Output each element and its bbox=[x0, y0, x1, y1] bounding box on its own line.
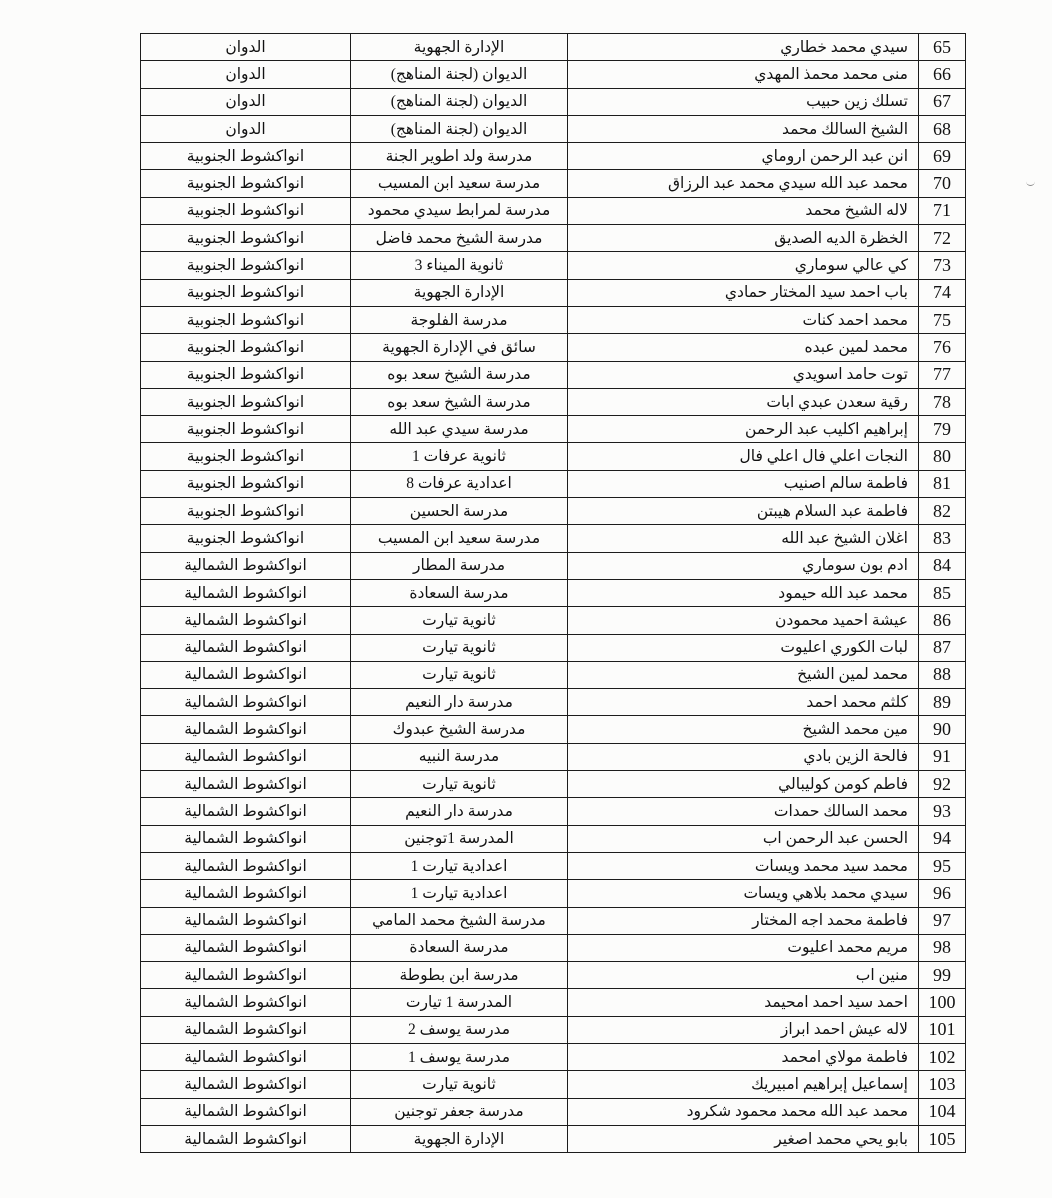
cell-person-name: سيدي محمد بلاهي ويسات bbox=[568, 880, 919, 907]
cell-person-name: فاطمة محمد اجه المختار bbox=[568, 907, 919, 934]
cell-row-number: 87 bbox=[919, 634, 966, 661]
table-row bbox=[141, 498, 966, 525]
cell-workplace: ثانوية تيارت bbox=[351, 607, 568, 634]
cell-region: انواكشوط الشمالية bbox=[141, 989, 351, 1016]
cell-workplace: مدرسة لمرابط سيدي محمود bbox=[351, 197, 568, 224]
cell-region: انواكشوط الشمالية bbox=[141, 771, 351, 798]
table-row bbox=[141, 1125, 966, 1152]
cell-person-name: بابو يحي محمد اصغير bbox=[568, 1125, 919, 1152]
table-row bbox=[141, 197, 966, 224]
table-row bbox=[141, 1071, 966, 1098]
cell-workplace: ثانوية تيارت bbox=[351, 634, 568, 661]
cell-row-number: 96 bbox=[919, 880, 966, 907]
cell-row-number: 65 bbox=[919, 34, 966, 61]
cell-workplace: مدرسة يوسف 1 bbox=[351, 1043, 568, 1070]
cell-person-name: تسلك زين حبيب bbox=[568, 88, 919, 115]
cell-row-number: 84 bbox=[919, 552, 966, 579]
table-row bbox=[141, 743, 966, 770]
cell-row-number: 83 bbox=[919, 525, 966, 552]
table-row bbox=[141, 170, 966, 197]
table-row bbox=[141, 798, 966, 825]
cell-row-number: 104 bbox=[919, 1098, 966, 1125]
cell-workplace: مدرسة سيدي عبد الله bbox=[351, 416, 568, 443]
cell-workplace: المدرسة 1 تيارت bbox=[351, 989, 568, 1016]
table-row bbox=[141, 34, 966, 61]
cell-region: انواكشوط الشمالية bbox=[141, 907, 351, 934]
cell-person-name: احمد سيد احمد امحيمد bbox=[568, 989, 919, 1016]
table-row bbox=[141, 61, 966, 88]
cell-row-number: 81 bbox=[919, 470, 966, 497]
cell-workplace: مدرسة السعادة bbox=[351, 579, 568, 606]
cell-workplace: مدرسة يوسف 2 bbox=[351, 1016, 568, 1043]
table-row bbox=[141, 552, 966, 579]
cell-workplace: ثانوية عرفات 1 bbox=[351, 443, 568, 470]
cell-workplace: مدرسة جعفر توجنين bbox=[351, 1098, 568, 1125]
cell-person-name: الخظرة الديه الصديق bbox=[568, 225, 919, 252]
cell-workplace: ثانوية الميناء 3 bbox=[351, 252, 568, 279]
cell-workplace: الإدارة الجهوية bbox=[351, 34, 568, 61]
cell-row-number: 75 bbox=[919, 306, 966, 333]
table-row bbox=[141, 934, 966, 961]
cell-workplace: مدرسة ولد اطوير الجنة bbox=[351, 143, 568, 170]
table-row bbox=[141, 115, 966, 142]
cell-workplace: مدرسة الشيخ سعد بوه bbox=[351, 361, 568, 388]
cell-region: الدوان bbox=[141, 34, 351, 61]
cell-person-name: كي عالي سوماري bbox=[568, 252, 919, 279]
cell-region: انواكشوط الجنوبية bbox=[141, 361, 351, 388]
table-row bbox=[141, 143, 966, 170]
cell-region: انواكشوط الشمالية bbox=[141, 743, 351, 770]
cell-row-number: 102 bbox=[919, 1043, 966, 1070]
cell-person-name: إسماعيل إبراهيم امبيريك bbox=[568, 1071, 919, 1098]
cell-person-name: باب احمد سيد المختار حمادي bbox=[568, 279, 919, 306]
cell-workplace: مدرسة المطار bbox=[351, 552, 568, 579]
cell-person-name: فالحة الزين بادي bbox=[568, 743, 919, 770]
cell-region: انواكشوط الجنوبية bbox=[141, 334, 351, 361]
cell-row-number: 66 bbox=[919, 61, 966, 88]
cell-region: انواكشوط الجنوبية bbox=[141, 252, 351, 279]
table-row bbox=[141, 225, 966, 252]
cell-person-name: الشيخ السالك محمد bbox=[568, 115, 919, 142]
cell-workplace: الديوان (لجنة المناهج) bbox=[351, 88, 568, 115]
cell-region: انواكشوط الشمالية bbox=[141, 716, 351, 743]
cell-region: انواكشوط الشمالية bbox=[141, 880, 351, 907]
cell-row-number: 82 bbox=[919, 498, 966, 525]
cell-region: انواكشوط الجنوبية bbox=[141, 443, 351, 470]
cell-person-name: مين محمد الشيخ bbox=[568, 716, 919, 743]
cell-workplace: مدرسة دار النعيم bbox=[351, 798, 568, 825]
cell-workplace: مدرسة الشيخ سعد بوه bbox=[351, 388, 568, 415]
scan-mark bbox=[1026, 181, 1035, 186]
table-row bbox=[141, 661, 966, 688]
cell-row-number: 76 bbox=[919, 334, 966, 361]
cell-row-number: 98 bbox=[919, 934, 966, 961]
cell-row-number: 71 bbox=[919, 197, 966, 224]
cell-person-name: محمد لمين عبده bbox=[568, 334, 919, 361]
cell-workplace: مدرسة الشيخ محمد فاضل bbox=[351, 225, 568, 252]
cell-region: انواكشوط الجنوبية bbox=[141, 306, 351, 333]
cell-person-name: لاله الشيخ محمد bbox=[568, 197, 919, 224]
table-row bbox=[141, 88, 966, 115]
cell-workplace: مدرسة ابن بطوطة bbox=[351, 962, 568, 989]
cell-workplace: اعدادية تيارت 1 bbox=[351, 852, 568, 879]
cell-person-name: إبراهيم اكليب عبد الرحمن bbox=[568, 416, 919, 443]
cell-row-number: 78 bbox=[919, 388, 966, 415]
cell-region: انواكشوط الجنوبية bbox=[141, 197, 351, 224]
table-row bbox=[141, 1016, 966, 1043]
cell-row-number: 86 bbox=[919, 607, 966, 634]
cell-row-number: 100 bbox=[919, 989, 966, 1016]
cell-row-number: 93 bbox=[919, 798, 966, 825]
cell-person-name: كلثم محمد احمد bbox=[568, 689, 919, 716]
cell-workplace: الديوان (لجنة المناهج) bbox=[351, 115, 568, 142]
cell-region: انواكشوط الشمالية bbox=[141, 852, 351, 879]
table-row bbox=[141, 279, 966, 306]
cell-row-number: 99 bbox=[919, 962, 966, 989]
cell-region: انواكشوط الشمالية bbox=[141, 579, 351, 606]
cell-workplace: الديوان (لجنة المناهج) bbox=[351, 61, 568, 88]
cell-workplace: ثانوية تيارت bbox=[351, 661, 568, 688]
cell-row-number: 91 bbox=[919, 743, 966, 770]
table-row bbox=[141, 716, 966, 743]
cell-workplace: مدرسة الشيخ عبدوك bbox=[351, 716, 568, 743]
cell-person-name: محمد السالك حمدات bbox=[568, 798, 919, 825]
table-body bbox=[141, 34, 966, 1153]
cell-region: الدوان bbox=[141, 88, 351, 115]
cell-region: انواكشوط الشمالية bbox=[141, 634, 351, 661]
cell-person-name: انن عبد الرحمن اروماي bbox=[568, 143, 919, 170]
cell-workplace: مدرسة دار النعيم bbox=[351, 689, 568, 716]
cell-row-number: 74 bbox=[919, 279, 966, 306]
table-row bbox=[141, 852, 966, 879]
cell-region: انواكشوط الشمالية bbox=[141, 1125, 351, 1152]
cell-region: انواكشوط الجنوبية bbox=[141, 279, 351, 306]
cell-row-number: 70 bbox=[919, 170, 966, 197]
cell-person-name: ادم بون سوماري bbox=[568, 552, 919, 579]
cell-row-number: 88 bbox=[919, 661, 966, 688]
table-row bbox=[141, 388, 966, 415]
cell-region: انواكشوط الجنوبية bbox=[141, 525, 351, 552]
cell-region: انواكشوط الشمالية bbox=[141, 661, 351, 688]
table-row bbox=[141, 989, 966, 1016]
cell-region: انواكشوط الشمالية bbox=[141, 962, 351, 989]
cell-person-name: لبات الكوري اعليوت bbox=[568, 634, 919, 661]
table-row bbox=[141, 880, 966, 907]
cell-workplace: المدرسة 1توجنين bbox=[351, 825, 568, 852]
table-row bbox=[141, 443, 966, 470]
cell-person-name: فاطمة عبد السلام هيبتن bbox=[568, 498, 919, 525]
cell-person-name: محمد عبد الله محمد محمود شكرود bbox=[568, 1098, 919, 1125]
cell-row-number: 105 bbox=[919, 1125, 966, 1152]
cell-workplace: ثانوية تيارت bbox=[351, 771, 568, 798]
cell-person-name: منين اب bbox=[568, 962, 919, 989]
cell-workplace: مدرسة سعيد ابن المسيب bbox=[351, 525, 568, 552]
cell-region: الدوان bbox=[141, 61, 351, 88]
cell-person-name: الحسن عبد الرحمن اب bbox=[568, 825, 919, 852]
cell-person-name: فاطمة مولاي امحمد bbox=[568, 1043, 919, 1070]
cell-row-number: 97 bbox=[919, 907, 966, 934]
cell-person-name: فاطمة سالم اصنيب bbox=[568, 470, 919, 497]
cell-workplace: اعدادية عرفات 8 bbox=[351, 470, 568, 497]
table-row bbox=[141, 361, 966, 388]
cell-person-name: النجات اعلي فال اعلي فال bbox=[568, 443, 919, 470]
table-row bbox=[141, 252, 966, 279]
table-row bbox=[141, 962, 966, 989]
cell-row-number: 68 bbox=[919, 115, 966, 142]
cell-region: انواكشوط الشمالية bbox=[141, 1071, 351, 1098]
cell-region: انواكشوط الشمالية bbox=[141, 1098, 351, 1125]
cell-row-number: 72 bbox=[919, 225, 966, 252]
cell-workplace: مدرسة الحسين bbox=[351, 498, 568, 525]
cell-region: انواكشوط الجنوبية bbox=[141, 388, 351, 415]
cell-region: انواكشوط الجنوبية bbox=[141, 498, 351, 525]
cell-region: انواكشوط الشمالية bbox=[141, 689, 351, 716]
cell-workplace: اعدادية تيارت 1 bbox=[351, 880, 568, 907]
cell-row-number: 94 bbox=[919, 825, 966, 852]
table-row bbox=[141, 1098, 966, 1125]
cell-region: انواكشوط الجنوبية bbox=[141, 170, 351, 197]
cell-row-number: 103 bbox=[919, 1071, 966, 1098]
table-row bbox=[141, 689, 966, 716]
cell-region: انواكشوط الجنوبية bbox=[141, 416, 351, 443]
cell-region: الدوان bbox=[141, 115, 351, 142]
cell-workplace: الإدارة الجهوية bbox=[351, 279, 568, 306]
table-row bbox=[141, 334, 966, 361]
cell-person-name: منى محمد محمذ المهدي bbox=[568, 61, 919, 88]
cell-row-number: 92 bbox=[919, 771, 966, 798]
cell-person-name: سيدي محمد خطاري bbox=[568, 34, 919, 61]
cell-row-number: 79 bbox=[919, 416, 966, 443]
cell-workplace: ثانوية تيارت bbox=[351, 1071, 568, 1098]
cell-row-number: 73 bbox=[919, 252, 966, 279]
cell-row-number: 89 bbox=[919, 689, 966, 716]
cell-region: انواكشوط الجنوبية bbox=[141, 470, 351, 497]
cell-workplace: مدرسة النبيه bbox=[351, 743, 568, 770]
cell-person-name: اغلان الشيخ عبد الله bbox=[568, 525, 919, 552]
cell-workplace: مدرسة الشيخ محمد المامي bbox=[351, 907, 568, 934]
cell-person-name: محمد احمد كنات bbox=[568, 306, 919, 333]
table-row bbox=[141, 634, 966, 661]
cell-person-name: توت حامد اسويدي bbox=[568, 361, 919, 388]
cell-person-name: محمد عبد الله سيدي محمد عبد الرزاق bbox=[568, 170, 919, 197]
table-row bbox=[141, 907, 966, 934]
cell-person-name: فاطم كومن كوليبالي bbox=[568, 771, 919, 798]
table-row bbox=[141, 825, 966, 852]
cell-row-number: 85 bbox=[919, 579, 966, 606]
cell-person-name: رقية سعدن عبدي ابات bbox=[568, 388, 919, 415]
cell-region: انواكشوط الشمالية bbox=[141, 825, 351, 852]
cell-region: انواكشوط الشمالية bbox=[141, 1043, 351, 1070]
cell-person-name: مريم محمد اعليوت bbox=[568, 934, 919, 961]
cell-workplace: مدرسة السعادة bbox=[351, 934, 568, 961]
table-row bbox=[141, 579, 966, 606]
table-row bbox=[141, 416, 966, 443]
cell-row-number: 90 bbox=[919, 716, 966, 743]
table-row bbox=[141, 1043, 966, 1070]
table-row bbox=[141, 525, 966, 552]
cell-row-number: 80 bbox=[919, 443, 966, 470]
table-row bbox=[141, 470, 966, 497]
cell-row-number: 101 bbox=[919, 1016, 966, 1043]
cell-region: انواكشوط الجنوبية bbox=[141, 143, 351, 170]
staff-table bbox=[140, 33, 966, 1153]
cell-workplace: سائق في الإدارة الجهوية bbox=[351, 334, 568, 361]
cell-workplace: الإدارة الجهوية bbox=[351, 1125, 568, 1152]
cell-region: انواكشوط الجنوبية bbox=[141, 225, 351, 252]
cell-region: انواكشوط الشمالية bbox=[141, 552, 351, 579]
cell-person-name: محمد عبد الله حيمود bbox=[568, 579, 919, 606]
cell-person-name: عيشة احميد محمودن bbox=[568, 607, 919, 634]
table-row bbox=[141, 607, 966, 634]
cell-region: انواكشوط الشمالية bbox=[141, 1016, 351, 1043]
table-row bbox=[141, 306, 966, 333]
cell-person-name: محمد لمين الشيخ bbox=[568, 661, 919, 688]
cell-person-name: لاله عيش احمد ابراز bbox=[568, 1016, 919, 1043]
cell-region: انواكشوط الشمالية bbox=[141, 607, 351, 634]
cell-row-number: 77 bbox=[919, 361, 966, 388]
cell-row-number: 69 bbox=[919, 143, 966, 170]
cell-person-name: محمد سيد محمد ويسات bbox=[568, 852, 919, 879]
cell-row-number: 95 bbox=[919, 852, 966, 879]
table-row bbox=[141, 771, 966, 798]
cell-workplace: مدرسة الفلوجة bbox=[351, 306, 568, 333]
cell-region: انواكشوط الشمالية bbox=[141, 934, 351, 961]
cell-region: انواكشوط الشمالية bbox=[141, 798, 351, 825]
cell-workplace: مدرسة سعيد ابن المسيب bbox=[351, 170, 568, 197]
cell-row-number: 67 bbox=[919, 88, 966, 115]
